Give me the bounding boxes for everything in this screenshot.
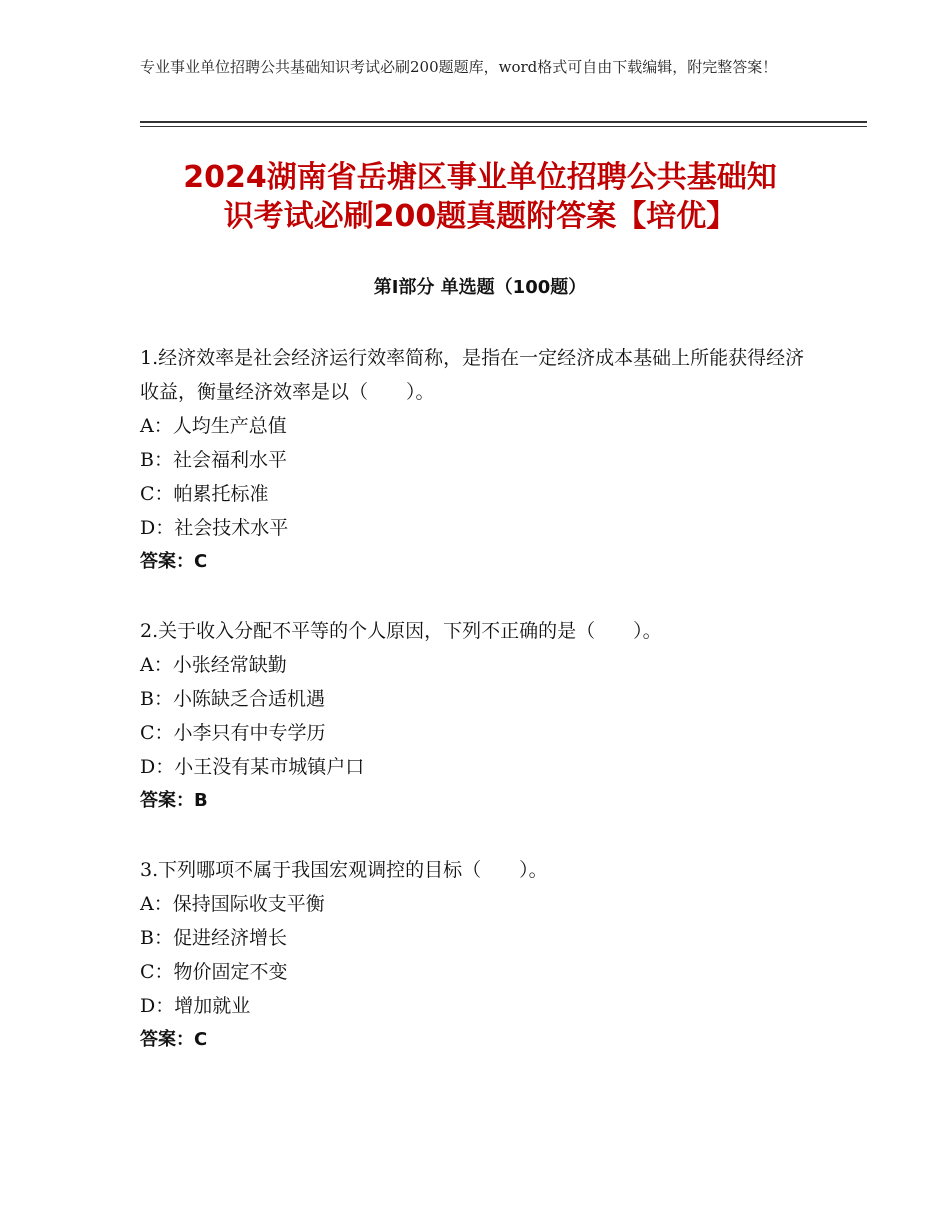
option-c: C：帕累托标准 — [140, 483, 269, 505]
title-line-2: 识考试必刷200题真题附答案【培优】 — [223, 199, 737, 234]
title-line-1: 2024湖南省岳塘区事业单位招聘公共基础知 — [183, 160, 777, 195]
answer: 答案：C — [140, 551, 208, 572]
question-3 — [140, 853, 820, 1057]
option-a: A：小张经常缺勤 — [140, 654, 287, 676]
option-b: B：小陈缺乏合适机遇 — [140, 688, 325, 710]
option-b: B：促进经济增长 — [140, 927, 287, 949]
option-d: D：社会技术水平 — [140, 517, 289, 539]
page-header-note: 专业事业单位招聘公共基础知识考试必刷200题题库，word格式可自由下载编辑，附完整答案！ — [140, 58, 778, 76]
answer: 答案：B — [140, 790, 208, 811]
document-title — [140, 158, 820, 236]
option-d: D：小王没有某市城镇户口 — [140, 756, 365, 778]
option-a: A：保持国际收支平衡 — [140, 893, 325, 915]
option-b: B：社会福利水平 — [140, 449, 287, 471]
question-1 — [140, 341, 820, 579]
option-c: C：小李只有中专学历 — [140, 722, 326, 744]
answer: 答案：C — [140, 1029, 208, 1050]
question-stem: 2.关于收入分配不平等的个人原因，下列不正确的是（ ）。 — [140, 620, 662, 642]
option-d: D：增加就业 — [140, 995, 251, 1017]
option-a: A：人均生产总值 — [140, 415, 287, 437]
header-rule-thick — [140, 121, 867, 123]
question-stem: 1.经济效率是社会经济运行效率简称，是指在一定经济成本基础上所能获得经济收益，衡量经济效率是以（ ）。 — [140, 347, 805, 403]
header-rule-thin — [140, 126, 867, 127]
question-2 — [140, 614, 820, 818]
option-c: C：物价固定不变 — [140, 961, 288, 983]
question-stem: 3.下列哪项不属于我国宏观调控的目标（ ）。 — [140, 859, 548, 881]
section-heading: 第Ⅰ部分 单选题（100题） — [373, 277, 587, 298]
